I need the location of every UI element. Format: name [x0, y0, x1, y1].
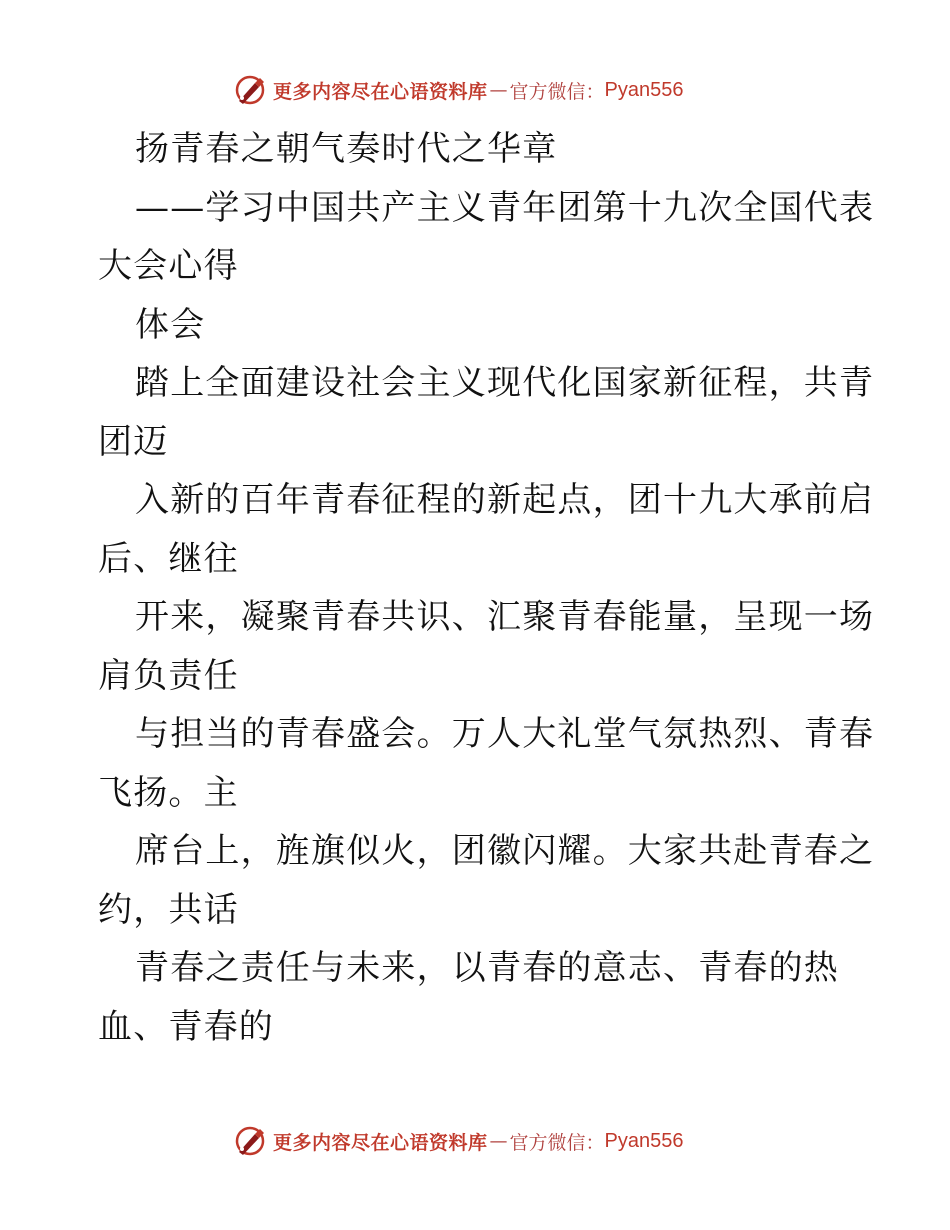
- footer-watermark: [233, 1123, 684, 1159]
- text-line: 大会心得: [98, 246, 239, 286]
- watermark-wechat-id: Pyan556: [604, 1129, 684, 1152]
- watermark-main-text: 更多内容尽在心语资料库: [273, 1131, 488, 1154]
- document-subtitle: ——学习中国共产主义青年团第十九次全国代表: [135, 187, 875, 228]
- watermark-wechat-id: Pyan556: [604, 78, 684, 101]
- text-line: 开来，凝聚青春共识、汇聚青春能量，呈现一场: [135, 597, 875, 637]
- document-body: [98, 120, 875, 1056]
- pen-logo-icon: [233, 1124, 267, 1158]
- text-line: 席台上，旌旗似火，团徽闪耀。大家共赴青春之: [135, 831, 875, 871]
- text-line: 团迈: [98, 421, 169, 462]
- text-line: 飞扬。主: [98, 772, 239, 813]
- document-title: 扬青春之朝气奏时代之华章: [135, 129, 558, 169]
- watermark-wechat-label: 官方微信：: [509, 80, 605, 103]
- text-line: 与担当的青春盛会。万人大礼堂气氛热烈、青春: [135, 714, 875, 754]
- text-line: 入新的百年青春征程的新起点，团十九大承前启: [135, 480, 875, 520]
- text-line: 血、青春的: [98, 1006, 274, 1047]
- watermark-wechat-label: 官方微信：: [509, 1131, 605, 1154]
- text-line: 体会: [135, 304, 206, 345]
- header-watermark: [233, 72, 684, 108]
- pen-logo-icon: [233, 73, 267, 107]
- text-line: 后、继往: [98, 538, 239, 579]
- text-line: 青春之责任与未来，以青春的意志、青春的热: [135, 948, 839, 988]
- watermark-dash: —: [489, 1130, 508, 1152]
- text-line: 约，共话: [98, 889, 239, 930]
- watermark-dash: —: [489, 79, 508, 101]
- watermark-main-text: 更多内容尽在心语资料库: [273, 80, 488, 103]
- text-line: 肩负责任: [98, 655, 239, 696]
- text-line: 踏上全面建设社会主义现代化国家新征程，共青: [135, 363, 875, 403]
